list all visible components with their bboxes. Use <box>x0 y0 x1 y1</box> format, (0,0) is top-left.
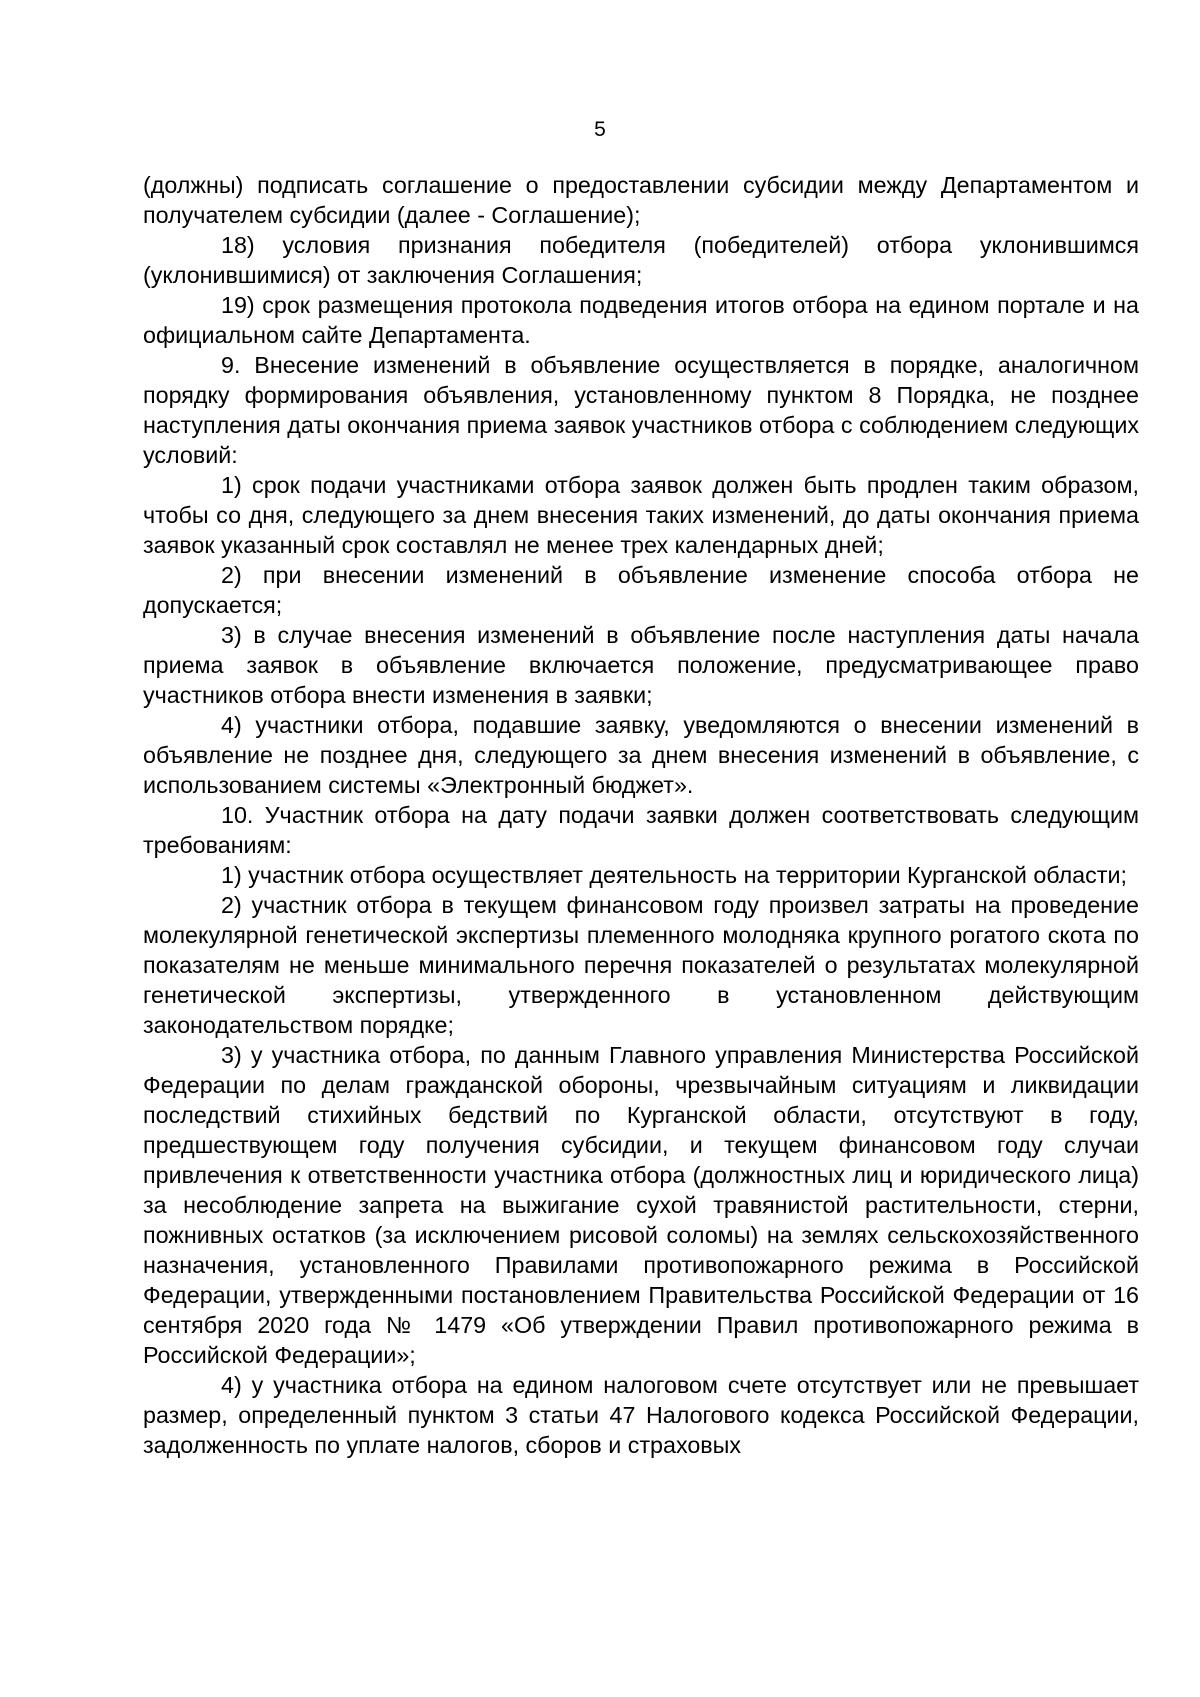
paragraph-section-9-item-2: 2) при внесении изменений в объявление изменение способа отбора не допускается; <box>143 562 1139 618</box>
paragraph-section-10-item-3: 3) у участника отбора, по данным Главного управления Министерства Российской Федерации по делам гражданской обороны, чрезвычайным ситуациям и ликвидации последствий стихийных бедствий по Курганской области, отсутствуют в году, предшествующем году получения субсидии, и текущем финансовом году случаи привлечения к ответственности участника отбора (должностных лиц и юридического лица) за несоблюдение запрета на выжигание сухой травянистой растительности, стерни, пожнивных остатков (за исключением рисовой соломы) на землях сельскохозяйственного назначения, установленного Правилами противопожарного режима в Российской Федерации, утвержденными постановлением Правительства Российской Федерации от 16 сентября 2020 года № 1479 «Об утверждении Правил противопожарного режима в Российской Федерации»; <box>143 1042 1139 1368</box>
paragraph-section-9-item-4: 4) участники отбора, подавшие заявку, уведомляются о внесении изменений в объявление не позднее дня, следующего за днем внесения изменений в объявление, с использованием системы «Электронный бюджет». <box>143 712 1139 798</box>
paragraph-section-10-item-4: 4) у участника отбора на едином налоговом счете отсутствует или не превышает размер, определенный пунктом 3 статьи 47 Налогового кодекса Российской Федерации, задолженность по уплате налогов, сборов и страховых <box>143 1372 1139 1458</box>
document-body <box>143 170 1139 1460</box>
paragraph-section-10-item-2: 2) участник отбора в текущем финансовом году произвел затраты на проведение молекулярной генетической экспертизы племенного молодняка крупного рогатого скота по показателям не меньше минимального перечня показателей о результатах молекулярной генетической экспертизы, утвержденного в установленном действующим законодательством порядке; <box>143 892 1139 1038</box>
paragraph-item-19: 19) срок размещения протокола подведения итогов отбора на едином портале и на официальном сайте Департамента. <box>143 292 1139 348</box>
paragraph-section-9-item-3: 3) в случае внесения изменений в объявление после наступления даты начала приема заявок в объявление включается положение, предусматривающее право участников отбора внести изменения в заявки; <box>143 622 1139 708</box>
paragraph-continuation: (должны) подписать соглашение о предоставлении субсидии между Департаментом и получателем субсидии (далее - Соглашение); <box>143 172 1139 228</box>
paragraph-section-9-item-1: 1) срок подачи участниками отбора заявок должен быть продлен таким образом, чтобы со дня, следующего за днем внесения таких изменений, до даты окончания приема заявок указанный срок составлял не менее трех календарных дней; <box>143 472 1139 558</box>
paragraph-section-10-item-1: 1) участник отбора осуществляет деятельность на территории Курганской области; <box>221 862 1127 888</box>
paragraph-section-10: 10. Участник отбора на дату подачи заявки должен соответствовать следующим требованиям: <box>143 802 1139 858</box>
paragraph-item-18: 18) условия признания победителя (победителей) отбора уклонившимся (уклонившимися) от заключения Соглашения; <box>143 232 1139 288</box>
paragraph-section-9: 9. Внесение изменений в объявление осуществляется в порядке, аналогичном порядку формирования объявления, установленному пунктом 8 Порядка, не позднее наступления даты окончания приема заявок участников отбора с соблюдением следующих условий: <box>143 352 1139 468</box>
page-number: 5 <box>594 118 606 141</box>
